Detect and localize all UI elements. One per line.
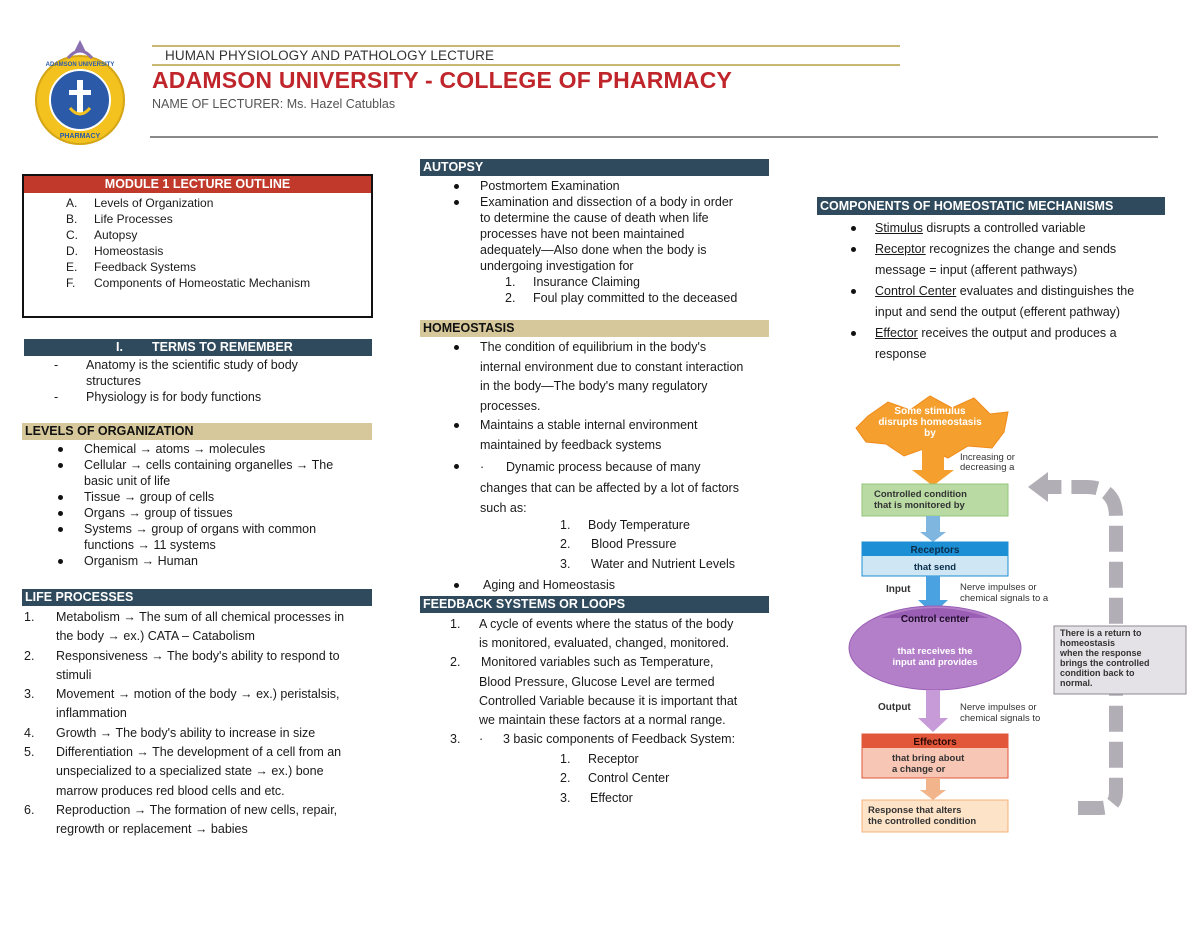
bullet-icon [58, 447, 63, 452]
line-text: Cellular → cells containing organelles → The [84, 458, 334, 472]
list-item [505, 290, 737, 306]
bullet-icon [58, 527, 63, 532]
outline-letter: B. [66, 212, 78, 226]
list-item-cont [448, 397, 743, 417]
line-text: input and send the output (efferent pathway) [875, 305, 1121, 319]
line-text: to determine the cause of death when life [480, 211, 709, 225]
return-note-text: brings the controlled [1060, 658, 1150, 668]
line-text: such as: [480, 501, 527, 515]
line-text: Receptor [588, 752, 639, 766]
line-text: disrupts a controlled variable [922, 221, 1086, 235]
list-item [450, 653, 737, 672]
line-text: response [875, 347, 927, 361]
effectors-title: Effectors [913, 737, 957, 748]
receptors-sub: that send [913, 562, 957, 573]
list-item-cont [448, 478, 739, 499]
line-text: Control Center [588, 771, 670, 786]
svg-text:PHARMACY: PHARMACY [59, 133, 101, 140]
response-text: the controlled condition [868, 816, 977, 827]
bullet-icon [58, 511, 63, 516]
increasing-label: Increasing or [960, 452, 1015, 463]
line-text: evaluates and distinguishes the [956, 284, 1135, 298]
bullet-icon [454, 423, 459, 428]
line-text: Water and Nutrient Levels [591, 556, 736, 571]
line-text: Effector [590, 790, 633, 805]
number-marker: 2. [560, 537, 571, 552]
return-note-text: condition back to [1060, 668, 1135, 678]
list-item-cont [448, 258, 733, 274]
effectors-text: that bring about [892, 753, 965, 764]
output-arrow [918, 690, 948, 732]
list-item-cont [448, 226, 733, 242]
return-note-text: when the response [1060, 648, 1142, 658]
list-item-cont [24, 627, 344, 646]
number-marker: 3. [560, 790, 571, 805]
return-note-text: homeostasis [1060, 638, 1116, 648]
list-item [52, 505, 333, 521]
line-text: marrow produces red blood cells and etc. [56, 783, 285, 798]
line-text: adequately—Also done when the body is [480, 243, 707, 257]
lecture-outline-box [22, 174, 373, 318]
middle-dot: · [480, 460, 485, 474]
number-marker: 2. [24, 648, 35, 663]
autopsy-sublist [505, 274, 737, 306]
list-item [450, 730, 737, 749]
list-item-cont [448, 358, 743, 378]
number-marker: 4. [24, 725, 35, 740]
number-marker: 1. [560, 752, 571, 766]
list-item [24, 743, 344, 762]
list-item [560, 789, 669, 808]
number-marker: 3. [560, 556, 571, 571]
line-text: Anatomy is the scientific study of body [86, 358, 298, 372]
dash-marker: - [54, 390, 59, 404]
list-item [505, 274, 737, 290]
list-item [448, 178, 733, 194]
list-item-cont [448, 436, 743, 456]
list-item-cont [450, 634, 737, 653]
line-text: Monitored variables such as Temperature, [481, 655, 714, 670]
return-arrow-head [1028, 472, 1048, 502]
stimulus-text: by [924, 428, 936, 439]
list-item [560, 769, 669, 788]
bullet-icon [851, 247, 856, 252]
bullet-icon [851, 226, 856, 231]
number-marker: 3. [450, 732, 461, 747]
list-item [560, 555, 735, 574]
line-text: Tissue → group of cells [84, 490, 215, 504]
list-item-cont [845, 302, 1134, 323]
outline-text: Levels of Organization [94, 196, 214, 210]
line-text: Systems → group of organs with common [84, 522, 317, 536]
outline-letter: F. [66, 276, 76, 290]
number-marker: 2. [450, 655, 461, 670]
outline-item [66, 227, 310, 243]
bullet-icon [454, 184, 459, 189]
list-item [52, 489, 333, 505]
line-text: Physiology is for body functions [86, 390, 262, 404]
list-item [24, 724, 344, 743]
line-text: Aging and Homeostasis [483, 578, 616, 592]
line-text: structures [86, 374, 141, 388]
list-item-cont [845, 260, 1134, 281]
list-item-cont [448, 210, 733, 226]
lecturer-name: NAME OF LECTURER: Ms. Hazel Catublas [152, 97, 396, 111]
life-processes-list [24, 608, 344, 840]
bullet-icon [454, 583, 459, 588]
middle-dot: · [479, 732, 484, 747]
bullet-icon [58, 463, 63, 468]
outline-item [66, 275, 310, 291]
line-text: Examination and dissection of a body in order [480, 195, 733, 209]
number-marker: 1. [560, 518, 571, 532]
line-text: Differentiation → The development of a cell from an [56, 745, 342, 760]
nerve-label-1: chemical signals to a [960, 593, 1049, 604]
outline-item [66, 195, 310, 211]
line-text: Postmortem Examination [480, 179, 620, 193]
line-text: regrowth or replacement → babies [56, 822, 248, 837]
dash-marker: - [54, 358, 59, 372]
number-marker: 5. [24, 745, 35, 760]
header-rule-top [152, 45, 900, 47]
line-text: Organs → group of tissues [84, 506, 233, 520]
list-item-cont [450, 711, 737, 730]
components-header: COMPONENTS OF HOMEOSTATIC MECHANISMS [817, 197, 1165, 215]
list-item-cont [450, 673, 737, 692]
homeostasis-list [448, 338, 743, 455]
bullet-icon [58, 495, 63, 500]
receptors-title: Receptors [910, 545, 960, 556]
line-text: changes that can be affected by a lot of factors [480, 480, 739, 495]
nerve-label-2: chemical signals to [960, 713, 1041, 724]
line-text: Growth → The body's ability to increase in size [56, 725, 316, 740]
list-item [52, 441, 333, 457]
line-text: The condition of equilibrium in the body's [480, 340, 707, 354]
list-item [54, 357, 298, 373]
university-seal-logo [30, 38, 130, 146]
number-marker: 1. [24, 610, 35, 624]
list-item-cont [448, 242, 733, 258]
line-text: basic unit of life [84, 474, 171, 488]
list-item [24, 647, 344, 666]
terms-number: I. [116, 340, 123, 354]
list-item [448, 338, 743, 358]
bullet-icon [454, 464, 459, 469]
terms-title: TERMS TO REMEMBER [152, 340, 293, 354]
line-text: stimuli [56, 667, 92, 682]
list-item [845, 323, 1134, 344]
line-text: Blood Pressure, Glucose Level are termed [479, 674, 715, 689]
nerve-label-1: Nerve impulses or [960, 582, 1037, 593]
outline-text: Homeostasis [94, 244, 164, 258]
homeostasis-aging [448, 577, 615, 593]
number-marker: 3. [24, 687, 35, 702]
list-item-cont [24, 762, 344, 781]
line-text: in the body—The body's many regulatory [480, 379, 708, 393]
list-item [560, 750, 669, 769]
number-marker: 2. [505, 291, 516, 305]
page-title: ADAMSON UNIVERSITY - COLLEGE OF PHARMACY [152, 67, 733, 93]
outline-text: Components of Homeostatic Mechanism [94, 276, 311, 290]
control-center-text: that receives the [897, 646, 973, 657]
number-marker: 1. [450, 617, 461, 631]
list-item [845, 218, 1134, 239]
feedback-components [560, 750, 669, 808]
line-text: recognizes the change and sends [925, 242, 1117, 256]
controlled-text: Controlled condition [874, 489, 967, 500]
input-label: Input [886, 584, 911, 595]
list-item-cont [54, 373, 298, 389]
line-text: receives the output and produces a [917, 326, 1117, 340]
list-item [448, 194, 733, 210]
list-item [24, 608, 344, 627]
outline-text: Feedback Systems [94, 260, 197, 274]
autopsy-list [448, 178, 733, 274]
line-text: message = input (afferent pathways) [875, 263, 1078, 277]
outline-list [66, 195, 310, 291]
line-text: undergoing investigation for [480, 259, 634, 273]
return-note-text: There is a return to [1060, 628, 1142, 638]
list-item-cont [448, 377, 743, 397]
levels-list [52, 441, 333, 569]
list-item [448, 577, 615, 593]
line-text: Responsiveness → The body's ability to respond to [56, 648, 340, 663]
nerve-label-2: Nerve impulses or [960, 702, 1037, 713]
svg-text:ADAMSON UNIVERSITY: ADAMSON UNIVERSITY [45, 62, 115, 68]
list-item-cont [845, 344, 1134, 365]
term-text: Stimulus [875, 221, 923, 235]
outline-title: MODULE 1 LECTURE OUTLINE [24, 176, 371, 193]
number-marker: 6. [24, 802, 35, 817]
list-item-cont [52, 537, 333, 553]
list-item [450, 615, 737, 634]
increasing-label: decreasing a [960, 462, 1015, 473]
list-item [560, 535, 735, 554]
list-item [448, 416, 743, 436]
bullet-icon [454, 200, 459, 205]
line-text: inflammation [56, 706, 127, 721]
outline-letter: C. [66, 228, 78, 242]
list-item-cont [24, 704, 344, 723]
term-text: Control Center [875, 284, 957, 298]
list-item [560, 516, 735, 535]
line-text: Metabolism → The sum of all chemical processes in [56, 610, 345, 624]
outline-letter: E. [66, 260, 78, 274]
line-text: A cycle of events where the status of the body [479, 617, 734, 631]
line-text: Insurance Claiming [533, 275, 640, 289]
levels-header: LEVELS OF ORGANIZATION [22, 423, 372, 440]
line-text: Controlled Variable because it is important that [479, 693, 738, 708]
line-text: unspecialized to a specialized state → ex.) bone [56, 764, 324, 779]
stimulus-text: Some stimulus [894, 406, 966, 417]
line-text: Body Temperature [588, 518, 690, 532]
line-text: we maintain these factors at a normal range. [479, 713, 726, 728]
homeostasis-list-2 [448, 457, 739, 519]
feedback-header: FEEDBACK SYSTEMS OR LOOPS [420, 596, 769, 613]
line-text: Blood Pressure [591, 537, 677, 552]
line-text: Reproduction → The formation of new cells, repair, [56, 802, 338, 817]
number-marker: 1. [505, 275, 516, 289]
line-text: Chemical → atoms → molecules [84, 442, 266, 456]
return-note-text: normal. [1060, 678, 1093, 688]
line-text: processes have not been maintained [480, 227, 685, 241]
line-text: is monitored, evaluated, changed, monitored. [479, 636, 730, 651]
list-item [54, 389, 298, 405]
bullet-icon [851, 289, 856, 294]
line-text: internal environment due to constant interaction [480, 359, 744, 374]
feedback-list [450, 615, 737, 749]
list-item [24, 801, 344, 820]
line-text: Dynamic process because of many [506, 460, 701, 474]
components-list [845, 218, 1134, 365]
term-text: Receptor [875, 242, 926, 256]
list-item [52, 457, 333, 473]
outline-item [66, 259, 310, 275]
homeostasis-header: HOMEOSTASIS [420, 320, 769, 337]
terms-list [54, 357, 298, 405]
effectors-text: a change or [892, 764, 946, 775]
outline-item [66, 211, 310, 227]
line-text: Foul play committed to the deceased [533, 291, 738, 305]
list-item-cont [24, 782, 344, 801]
outline-text: Life Processes [94, 212, 173, 226]
outline-letter: D. [66, 244, 78, 258]
list-item [24, 685, 344, 704]
bullet-icon [58, 559, 63, 564]
line-text: Movement → motion of the body → ex.) peristalsis, [56, 687, 340, 702]
list-item [845, 281, 1134, 302]
course-name: HUMAN PHYSIOLOGY AND PATHOLOGY LECTURE [165, 48, 495, 63]
control-center-text: input and provides [892, 657, 978, 668]
terms-header [24, 339, 372, 356]
outline-letter: A. [66, 196, 78, 210]
bullet-icon [851, 331, 856, 336]
header-rule-middle [152, 64, 900, 66]
line-text: functions → 11 systems [84, 538, 216, 552]
stimulus-text: disrupts homeostasis [878, 417, 982, 428]
header-rule-bottom [150, 136, 1158, 138]
controlled-text: that is monitored by [874, 500, 965, 511]
life-processes-header: LIFE PROCESSES [22, 589, 372, 606]
bullet-icon [454, 345, 459, 350]
list-item [52, 521, 333, 537]
feedback-loop-diagram [848, 392, 1196, 842]
list-item-cont [450, 692, 737, 711]
line-text: processes. [480, 398, 541, 413]
list-item [845, 239, 1134, 260]
autopsy-header: AUTOPSY [420, 159, 769, 176]
term-text: Effector [875, 326, 918, 340]
arrow-to-response [920, 778, 946, 800]
line-text: the body → ex.) CATA – Catabolism [56, 629, 255, 644]
list-item-cont [24, 666, 344, 685]
outline-item [66, 243, 310, 259]
line-text: maintained by feedback systems [480, 437, 662, 452]
list-item [52, 553, 333, 569]
response-text: Response that alters [868, 805, 962, 816]
list-item [448, 457, 739, 478]
line-text: Organism → Human [84, 554, 198, 568]
output-label: Output [878, 702, 911, 713]
list-item-cont [24, 820, 344, 839]
list-item-cont [52, 473, 333, 489]
line-text: Maintains a stable internal environment [480, 418, 698, 432]
arrow-to-receptors [920, 516, 946, 542]
homeostasis-factors [560, 516, 735, 574]
outline-text: Autopsy [94, 228, 138, 242]
line-text: 3 basic components of Feedback System: [503, 732, 736, 747]
control-center-title: Control center [900, 614, 970, 625]
number-marker: 2. [560, 771, 571, 786]
